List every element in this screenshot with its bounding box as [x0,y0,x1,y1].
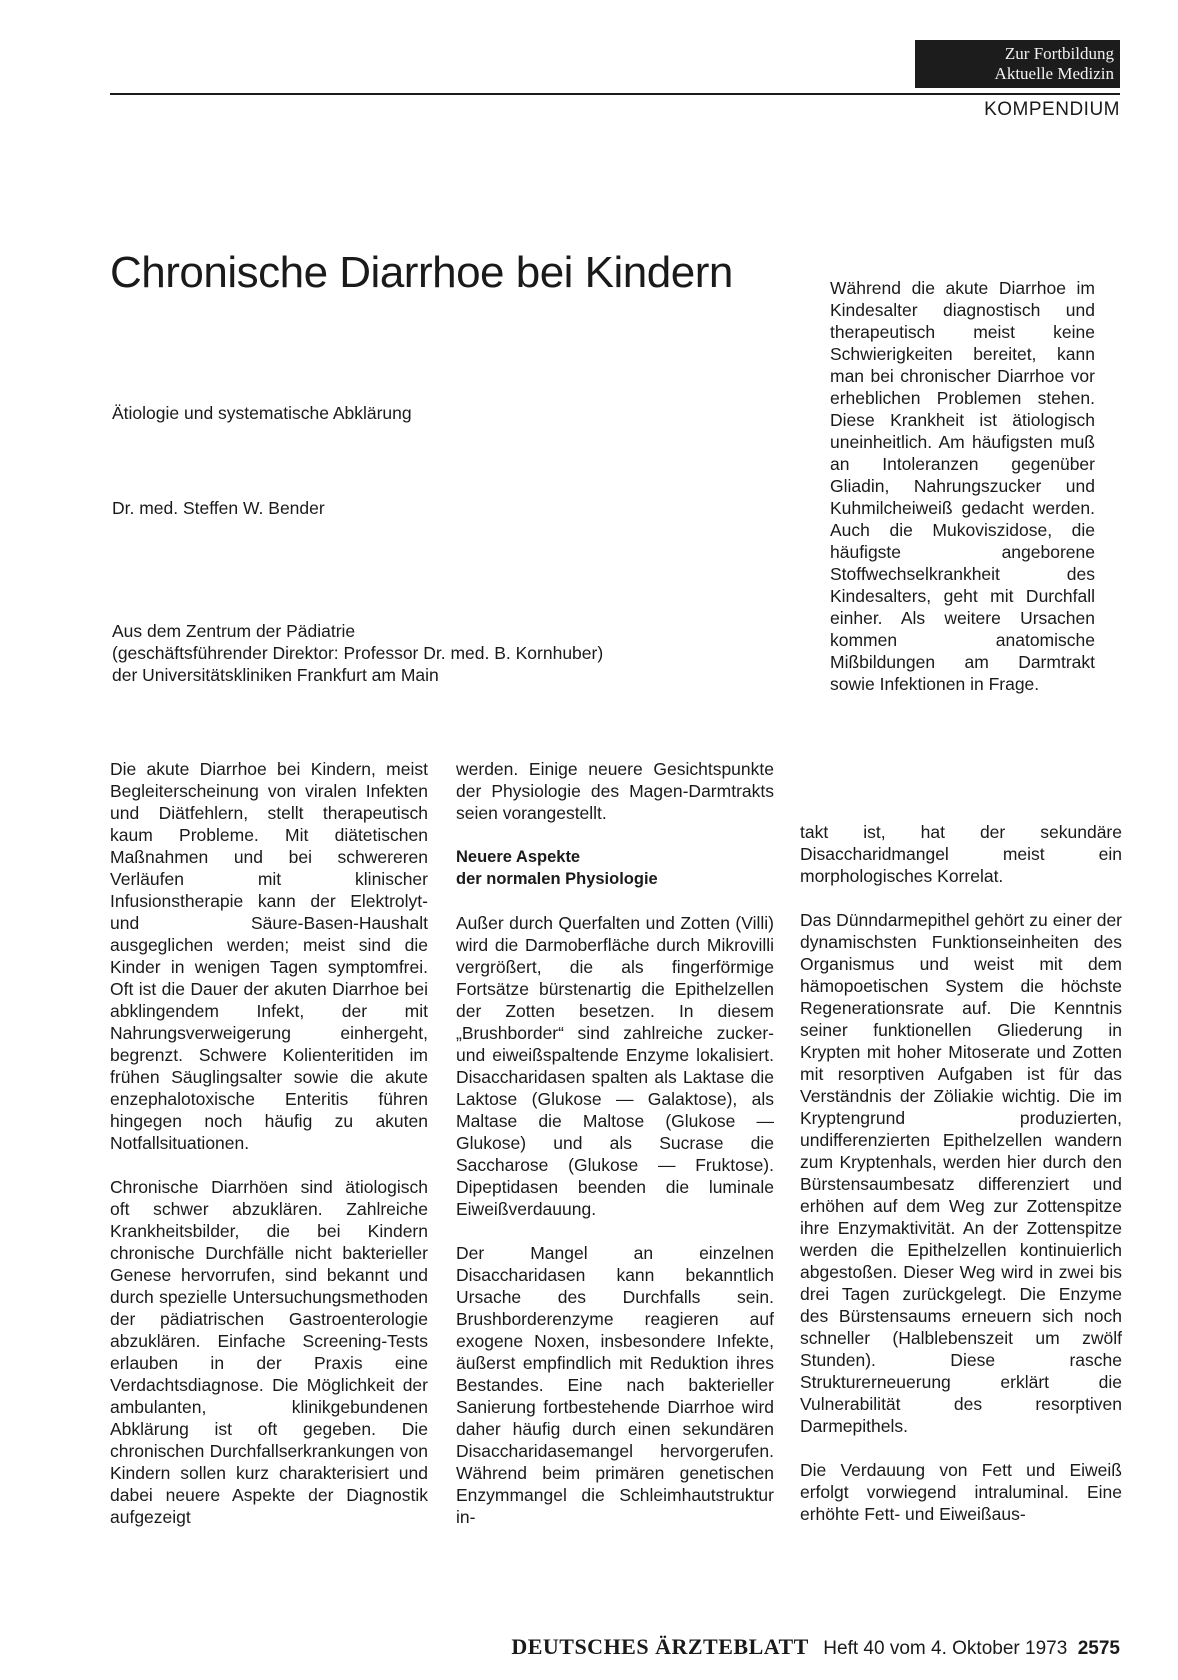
article-subtitle: Ätiologie und systematische Abklärung [112,403,412,423]
abstract [830,277,1095,695]
paragraph: Die akute Diarrhoe bei Kindern, meist Begleiterscheinung von viralen Infekten und Diätfehlern, stellt therapeutisch kaum Probleme. Mit diätetischen Maßnahmen und bei schwereren Verläufen mit klinischer Infusionstherapie kann der Elektrolyt- und Säure-Basen-Haushalt ausgeglichen werden; meist sind die Kinder in wenigen Tagen symptomfrei. Oft ist die Dauer der akuten Diarrhoe bei abklingendem Infekt, der mit Nahrungsverweigerung einhergeht, begrenzt. Schwere Kolienteritiden im frühen Säuglingsalter sowie die akute enzephalotoxische Enteritis führen hingegen noch häufig zu akuten Notfallsituationen. [110,759,428,1153]
body-column-2 [456,758,774,1528]
issue-info: Heft 40 vom 4. Oktober 1973 [823,1638,1068,1659]
page-number: 2575 [1077,1638,1120,1659]
affiliation-line-3: der Universitätskliniken Frankfurt am Main [112,665,439,685]
affiliation-line-1: Aus dem Zentrum der Pädiatrie [112,621,356,641]
badge-line-2: Aktuelle Medizin [994,64,1114,83]
section-heading-line-2: der normalen Physiologie [456,870,658,888]
page-footer [110,1634,1120,1660]
paragraph: takt ist, hat der sekundäre Disaccharidmangel meist ein morphologisches Korrelat. [800,822,1122,886]
author-affiliation [112,620,603,686]
paragraph: Chronische Diarrhöen sind ätiologisch oft schwer abzuklären. Zahlreiche Krankheitsbilder, die bei Kindern chronische Durchfälle nicht bakterieller Genese hervorrufen, sind bekannt und durch spezielle Untersuchungsmethoden der pädiatrischen Gastroenterologie abzuklären. Einfache Screening-Tests erlauben in der Praxis eine Verdachtsdiagnose. Die Möglichkeit der ambulanten, klinikgebundenen Abklärung ist oft gegeben. Die chronischen Durchfallserkrankungen von Kindern sollen kurz charakterisiert und dabei neuere Aspekte der Diagnostik aufgezeigt [110,1177,428,1527]
journal-name: DEUTSCHES ÄRZTEBLATT [511,1634,809,1659]
article-title: Chronische Diarrhoe bei Kindern [110,248,733,297]
paragraph: Außer durch Querfalten und Zotten (Villi) wird die Darmoberfläche durch Mikrovilli vergrößert, die als fingerförmige Fortsätze bürstenartig die Epithelzellen der Zotten besetzen. In diesem „Brushborder“ sind zahlreiche zucker- und eiweißspaltende Enzyme lokalisiert. Disaccharidasen spalten als Laktase die Laktose (Glukose — Galaktose), als Maltase die Maltose (Glukose — Glukose) und als Sucrase die Saccharose (Glukose — Fruktose). Dipeptidasen beenden die luminale Eiweißverdauung. [456,913,774,1219]
section-badge [915,40,1120,88]
paragraph: Die Verdauung von Fett und Eiweiß erfolgt vorwiegend intraluminal. Eine erhöhte Fett- und Eiweißaus- [800,1460,1122,1524]
affiliation-line-2: (geschäftsführender Direktor: Professor Dr. med. B. Kornhuber) [112,643,604,663]
section-label: KOMPENDIUM [984,99,1120,120]
section-heading [456,846,774,890]
article-author: Dr. med. Steffen W. Bender [112,498,325,518]
paragraph: Das Dünndarmepithel gehört zu einer der dynamischsten Funktionseinheiten des Organismus und weist mit dem hämopoetischen System die höchste Regenerationsrate auf. Die Kenntnis seiner funktionellen Gliederung in Krypten mit hoher Mitoserate und Zotten mit resorptiven Aufgaben ist für das Verständnis der Zöliakie wichtig. Die im Kryptengrund produzierten, undifferenzierten Epithelzellen wandern zum Kryptenhals, werden hier durch den Bürstensaumbesatz differenziert und erhöhen auf dem Weg zur Zottenspitze ihre Enzymaktivität. An der Zottenspitze werden die Epithelzellen kontinuierlich abgestoßen. Dieser Weg wird in zwei bis drei Tagen zurückgelegt. Die Enzyme des Bürstensaums erneuern sich noch schneller (Halblebenszeit um zwölf Stunden). Diese rasche Strukturerneuerung erklärt die Vulnerabilität des resorptiven Darmepithels. [800,910,1122,1436]
paragraph: Der Mangel an einzelnen Disaccharidasen kann bekanntlich Ursache des Durchfalls sein. Brushborderenzyme reagieren auf exogene Noxen, insbesondere Infekte, äußerst empfindlich mit Reduktion ihres Bestandes. Eine nach bakterieller Sanierung fortbestehende Diarrhoe wird daher häufig durch einen sekundären Disaccharidasemangel hervorgerufen. Während beim primären genetischen Enzymmangel die Schleimhautstruktur in- [456,1243,774,1527]
section-heading-line-1: Neuere Aspekte [456,848,581,866]
body-column-3 [800,821,1122,1525]
body-column-1 [110,758,428,1528]
paragraph: werden. Einige neuere Gesichtspunkte der Physiologie des Magen-Darmtrakts seien vorangestellt. [456,759,774,823]
abstract-text: Während die akute Diarrhoe im Kindesalter diagnostisch und therapeutisch meist keine Schwierigkeiten bereitet, kann man bei chronischer Diarrhoe vor erheblichen Problemen stehen. Diese Krankheit ist ätiologisch uneinheitlich. Am häufigsten muß an Intoleranzen gegenüber Gliadin, Nahrungszucker und Kuhmilcheiweiß gedacht werden. Auch die Mukoviszidose, die häufigste angeborene Stoffwechselkrankheit des Kindesalters, geht mit Durchfall einher. Als weitere Ursachen kommen anatomische Mißbildungen am Darmtrakt sowie Infektionen in Frage. [830,278,1095,694]
badge-line-1: Zur Fortbildung [1004,44,1114,63]
header-rule [110,93,1120,95]
